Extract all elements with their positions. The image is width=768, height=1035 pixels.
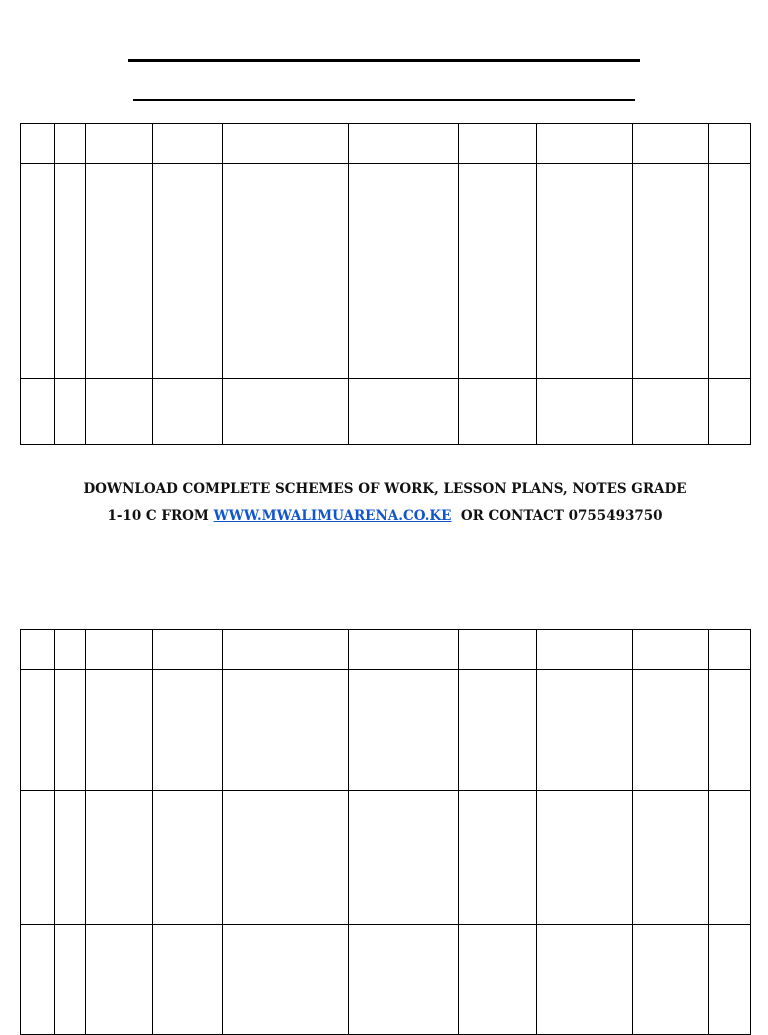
table-cell <box>633 670 709 791</box>
table-cell <box>21 791 55 925</box>
table-cell <box>223 791 349 925</box>
scheme-table-top <box>20 123 751 445</box>
table-cell <box>223 670 349 791</box>
website-link[interactable]: WWW.MWALIMUARENA.CO.KE <box>213 508 452 524</box>
table-cell <box>459 791 537 925</box>
table-cell <box>21 164 55 379</box>
table-cell <box>633 630 709 670</box>
table-cell <box>459 164 537 379</box>
table-cell <box>633 164 709 379</box>
table-cell <box>537 630 633 670</box>
notice-line-1: DOWNLOAD COMPLETE SCHEMES OF WORK, LESSON PLANS, NOTES GRADE <box>83 481 687 497</box>
table-cell <box>223 164 349 379</box>
table-cell <box>21 379 55 445</box>
table-cell <box>537 164 633 379</box>
table-cell <box>349 791 459 925</box>
table-cell <box>709 379 751 445</box>
table-cell <box>537 925 633 1035</box>
table-row <box>21 791 751 925</box>
table-cell <box>55 670 86 791</box>
table-header-row <box>21 124 751 164</box>
table-cell <box>223 925 349 1035</box>
table-row <box>21 670 751 791</box>
table-cell <box>55 925 86 1035</box>
table-cell <box>21 925 55 1035</box>
table-cell <box>459 670 537 791</box>
table-cell <box>349 630 459 670</box>
table-cell <box>153 630 223 670</box>
table-cell <box>459 379 537 445</box>
table-cell <box>153 791 223 925</box>
table-cell <box>223 124 349 164</box>
table-cell <box>86 379 153 445</box>
table-cell <box>349 379 459 445</box>
table-cell <box>55 379 86 445</box>
table-cell <box>537 124 633 164</box>
table-cell <box>709 164 751 379</box>
table-cell <box>709 670 751 791</box>
table-header-row <box>21 630 751 670</box>
table-cell <box>633 791 709 925</box>
table-cell <box>153 670 223 791</box>
table-cell <box>537 379 633 445</box>
table-cell <box>349 670 459 791</box>
table-cell <box>223 379 349 445</box>
download-notice <box>20 476 750 530</box>
table-cell <box>21 124 55 164</box>
table-cell <box>21 630 55 670</box>
table-cell <box>86 670 153 791</box>
notice-line-2-prefix: 1-10 C FROM <box>107 508 214 524</box>
table-cell <box>709 630 751 670</box>
table-cell <box>459 925 537 1035</box>
table-cell <box>537 791 633 925</box>
table-cell <box>21 670 55 791</box>
table-cell <box>86 791 153 925</box>
header-rule-top <box>128 59 640 62</box>
notice-line-2 <box>20 503 750 530</box>
notice-line-2-suffix: OR CONTACT 0755493750 <box>451 508 663 524</box>
header-rule-bottom <box>133 99 635 101</box>
table-cell <box>153 164 223 379</box>
table-cell <box>153 925 223 1035</box>
table-cell <box>55 124 86 164</box>
table-cell <box>55 791 86 925</box>
table-cell <box>86 925 153 1035</box>
table-cell <box>86 164 153 379</box>
table-cell <box>459 124 537 164</box>
table-cell <box>633 379 709 445</box>
table-row <box>21 925 751 1035</box>
table-cell <box>349 124 459 164</box>
table-cell <box>223 630 349 670</box>
table-cell <box>153 379 223 445</box>
table-cell <box>633 925 709 1035</box>
table-cell <box>55 164 86 379</box>
table-cell <box>153 124 223 164</box>
table-cell <box>349 164 459 379</box>
table-cell <box>86 630 153 670</box>
table-cell <box>709 791 751 925</box>
table-cell <box>349 925 459 1035</box>
table-cell <box>459 630 537 670</box>
scheme-table-bottom <box>20 629 751 1035</box>
table-cell <box>709 124 751 164</box>
table-cell <box>709 925 751 1035</box>
table-cell <box>55 630 86 670</box>
table-row <box>21 164 751 379</box>
table-cell <box>537 670 633 791</box>
table-cell <box>86 124 153 164</box>
table-cell <box>633 124 709 164</box>
table-row <box>21 379 751 445</box>
